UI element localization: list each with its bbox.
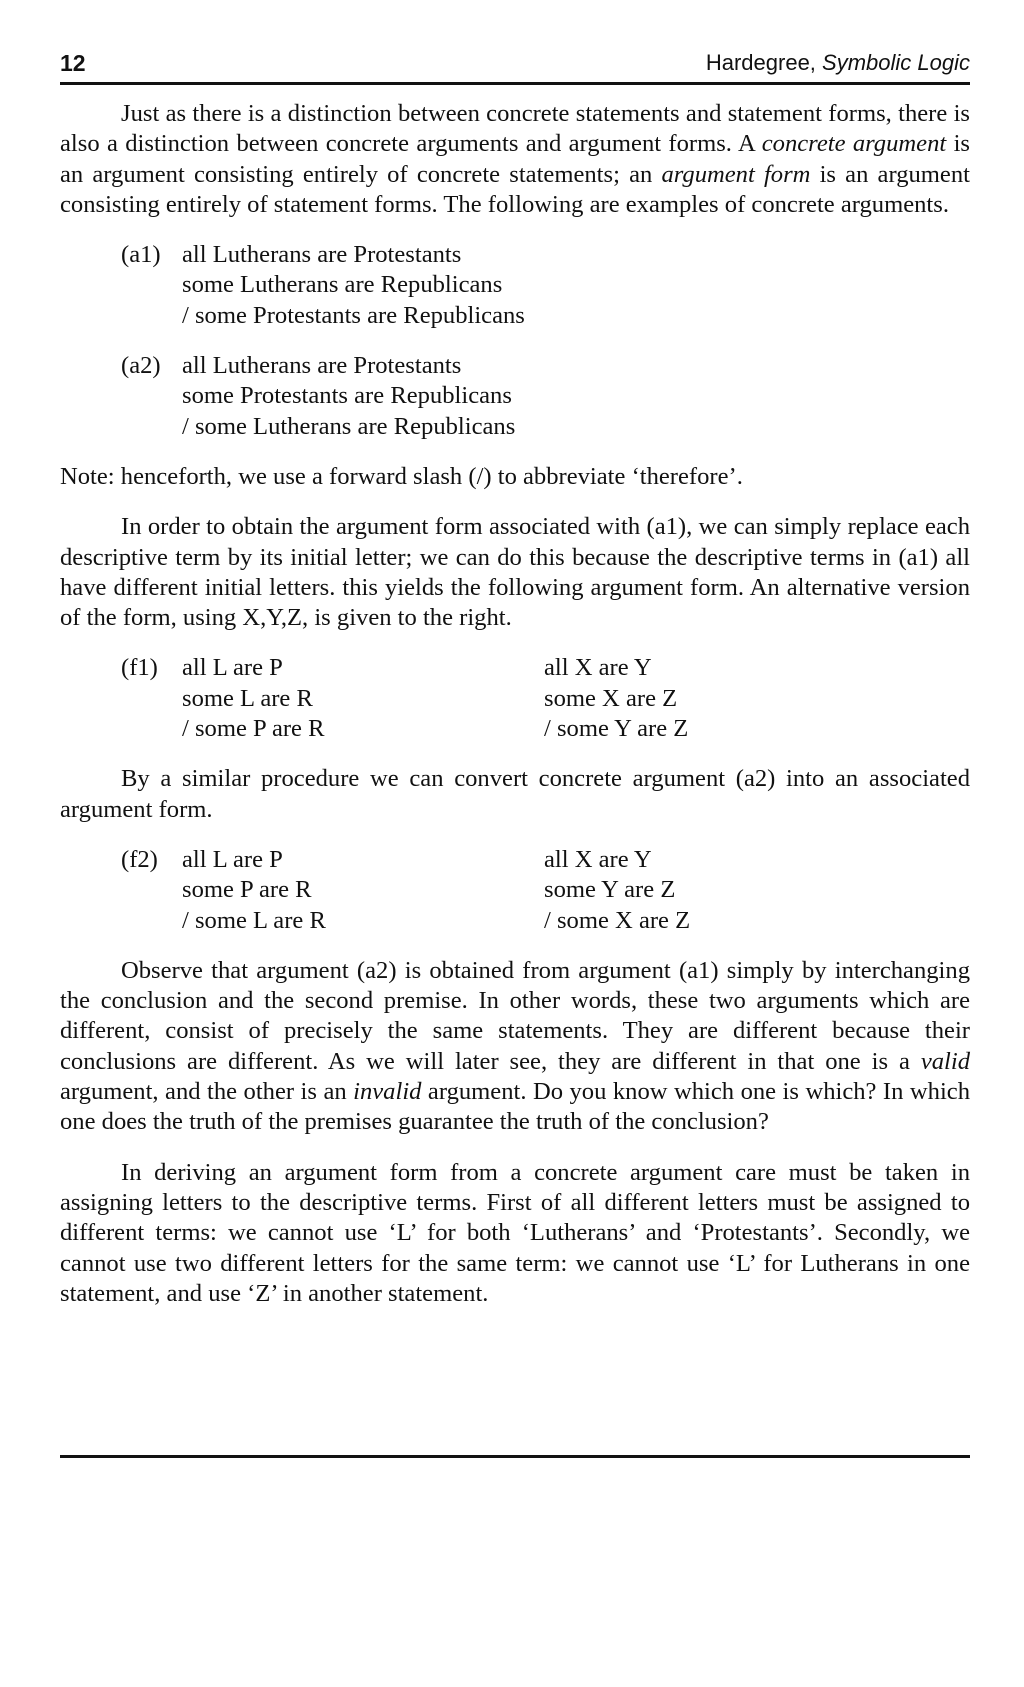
paragraph-similar-procedure: By a similar procedure we can convert concrete argument (a2) into an associated argument form. [60,765,970,823]
term-valid: valid [920,1047,970,1075]
premise-2: some X are Z [544,684,678,712]
conclusion: / some Lutherans are Republicans [182,412,516,440]
note-forward-slash: Note: henceforth, we use a forward slash (/) to abbreviate ‘therefore’. [60,462,743,490]
running-head [706,46,970,80]
premise-1: all Lutherans are Protestants [182,241,462,269]
running-head-book-title: Symbolic Logic [822,50,970,75]
conclusion: / some Protestants are Republicans [182,301,525,329]
paragraph-assigning-letters: In deriving an argument form from a concrete argument care must be taken in assigning letters to the descriptive terms. First of all different letters must be assigned to different terms: we cannot use ‘L’ for both ‘Lutherans’ and ‘Protestants’. Secondly, we cannot use two different letters for the same term: we cannot use ‘L’ for Lutherans in one statement, and use ‘Z’ in another statement. [60,1158,970,1307]
page-body [60,99,970,1329]
form-xyz-lines [544,845,690,936]
footer-rule [60,1455,970,1458]
form-xyz-lines [544,653,688,744]
running-head-author: Hardegree, [705,50,823,75]
paragraph-concrete-arguments [60,99,970,220]
text: is an argument consisting entirely of concrete statements; an [60,130,970,188]
argument-a2 [60,351,970,442]
argument-label: (a1) [121,241,161,269]
text: argument. Do you know which one is which? In which one does the truth of the premises guarantee the truth of the conclusion? [60,1078,970,1136]
argument-label: (f2) [121,845,158,873]
term-concrete-argument: concrete argument [761,130,947,158]
argument-lines [182,351,970,442]
premise-2: some L are R [182,684,313,712]
conclusion: / some L are R [182,906,326,934]
conclusion: / some P are R [182,715,325,743]
paragraph-initial-letters: In order to obtain the argument form associated with (a1), we can simply replace each descriptive term by its initial letter; we can do this because the descriptive terms in (a1) all have different initial letters. this yields the following argument form. An alternative version of the form, using X,Y,Z, is given to the right. [60,513,970,632]
premise-1: all X are Y [544,845,652,873]
argument-lines [182,240,970,331]
page-number: 12 [60,50,86,76]
term-invalid: invalid [353,1078,422,1106]
argument-form-f1 [60,653,970,744]
premise-2: some Lutherans are Republicans [182,271,503,299]
conclusion: / some Y are Z [544,715,689,743]
argument-form-f2 [60,845,970,936]
text: Just as there is a distinction between concrete statements and statement forms, there is also a distinction between concrete arguments and argument forms. A [60,100,970,158]
premise-2: some Protestants are Republicans [182,382,512,410]
text: is an argument consisting entirely of statement forms. The following are examples of concrete arguments. [60,160,970,218]
argument-a1 [60,240,970,331]
paragraph-valid-invalid [60,956,970,1138]
conclusion: / some X are Z [544,906,691,934]
text: Observe that argument (a2) is obtained from argument (a1) simply by interchanging the conclusion and the second premise. In other words, these two arguments which are different, consist of precisely the same statements. They are different because their conclusions are different. As we will later see, they are different in that one is a [60,956,970,1075]
text: argument, and the other is an [60,1078,354,1106]
premise-2: some Y are Z [544,876,676,904]
document-page [60,0,970,1687]
term-argument-form: argument form [661,160,811,188]
premise-1: all L are P [182,654,283,682]
premise-1: all Lutherans are Protestants [182,352,462,380]
premise-2: some P are R [182,876,312,904]
header-rule [60,82,970,85]
argument-label: (f1) [121,654,158,682]
page-header [60,46,970,80]
premise-1: all L are P [182,845,283,873]
argument-label: (a2) [121,352,161,380]
premise-1: all X are Y [544,654,652,682]
